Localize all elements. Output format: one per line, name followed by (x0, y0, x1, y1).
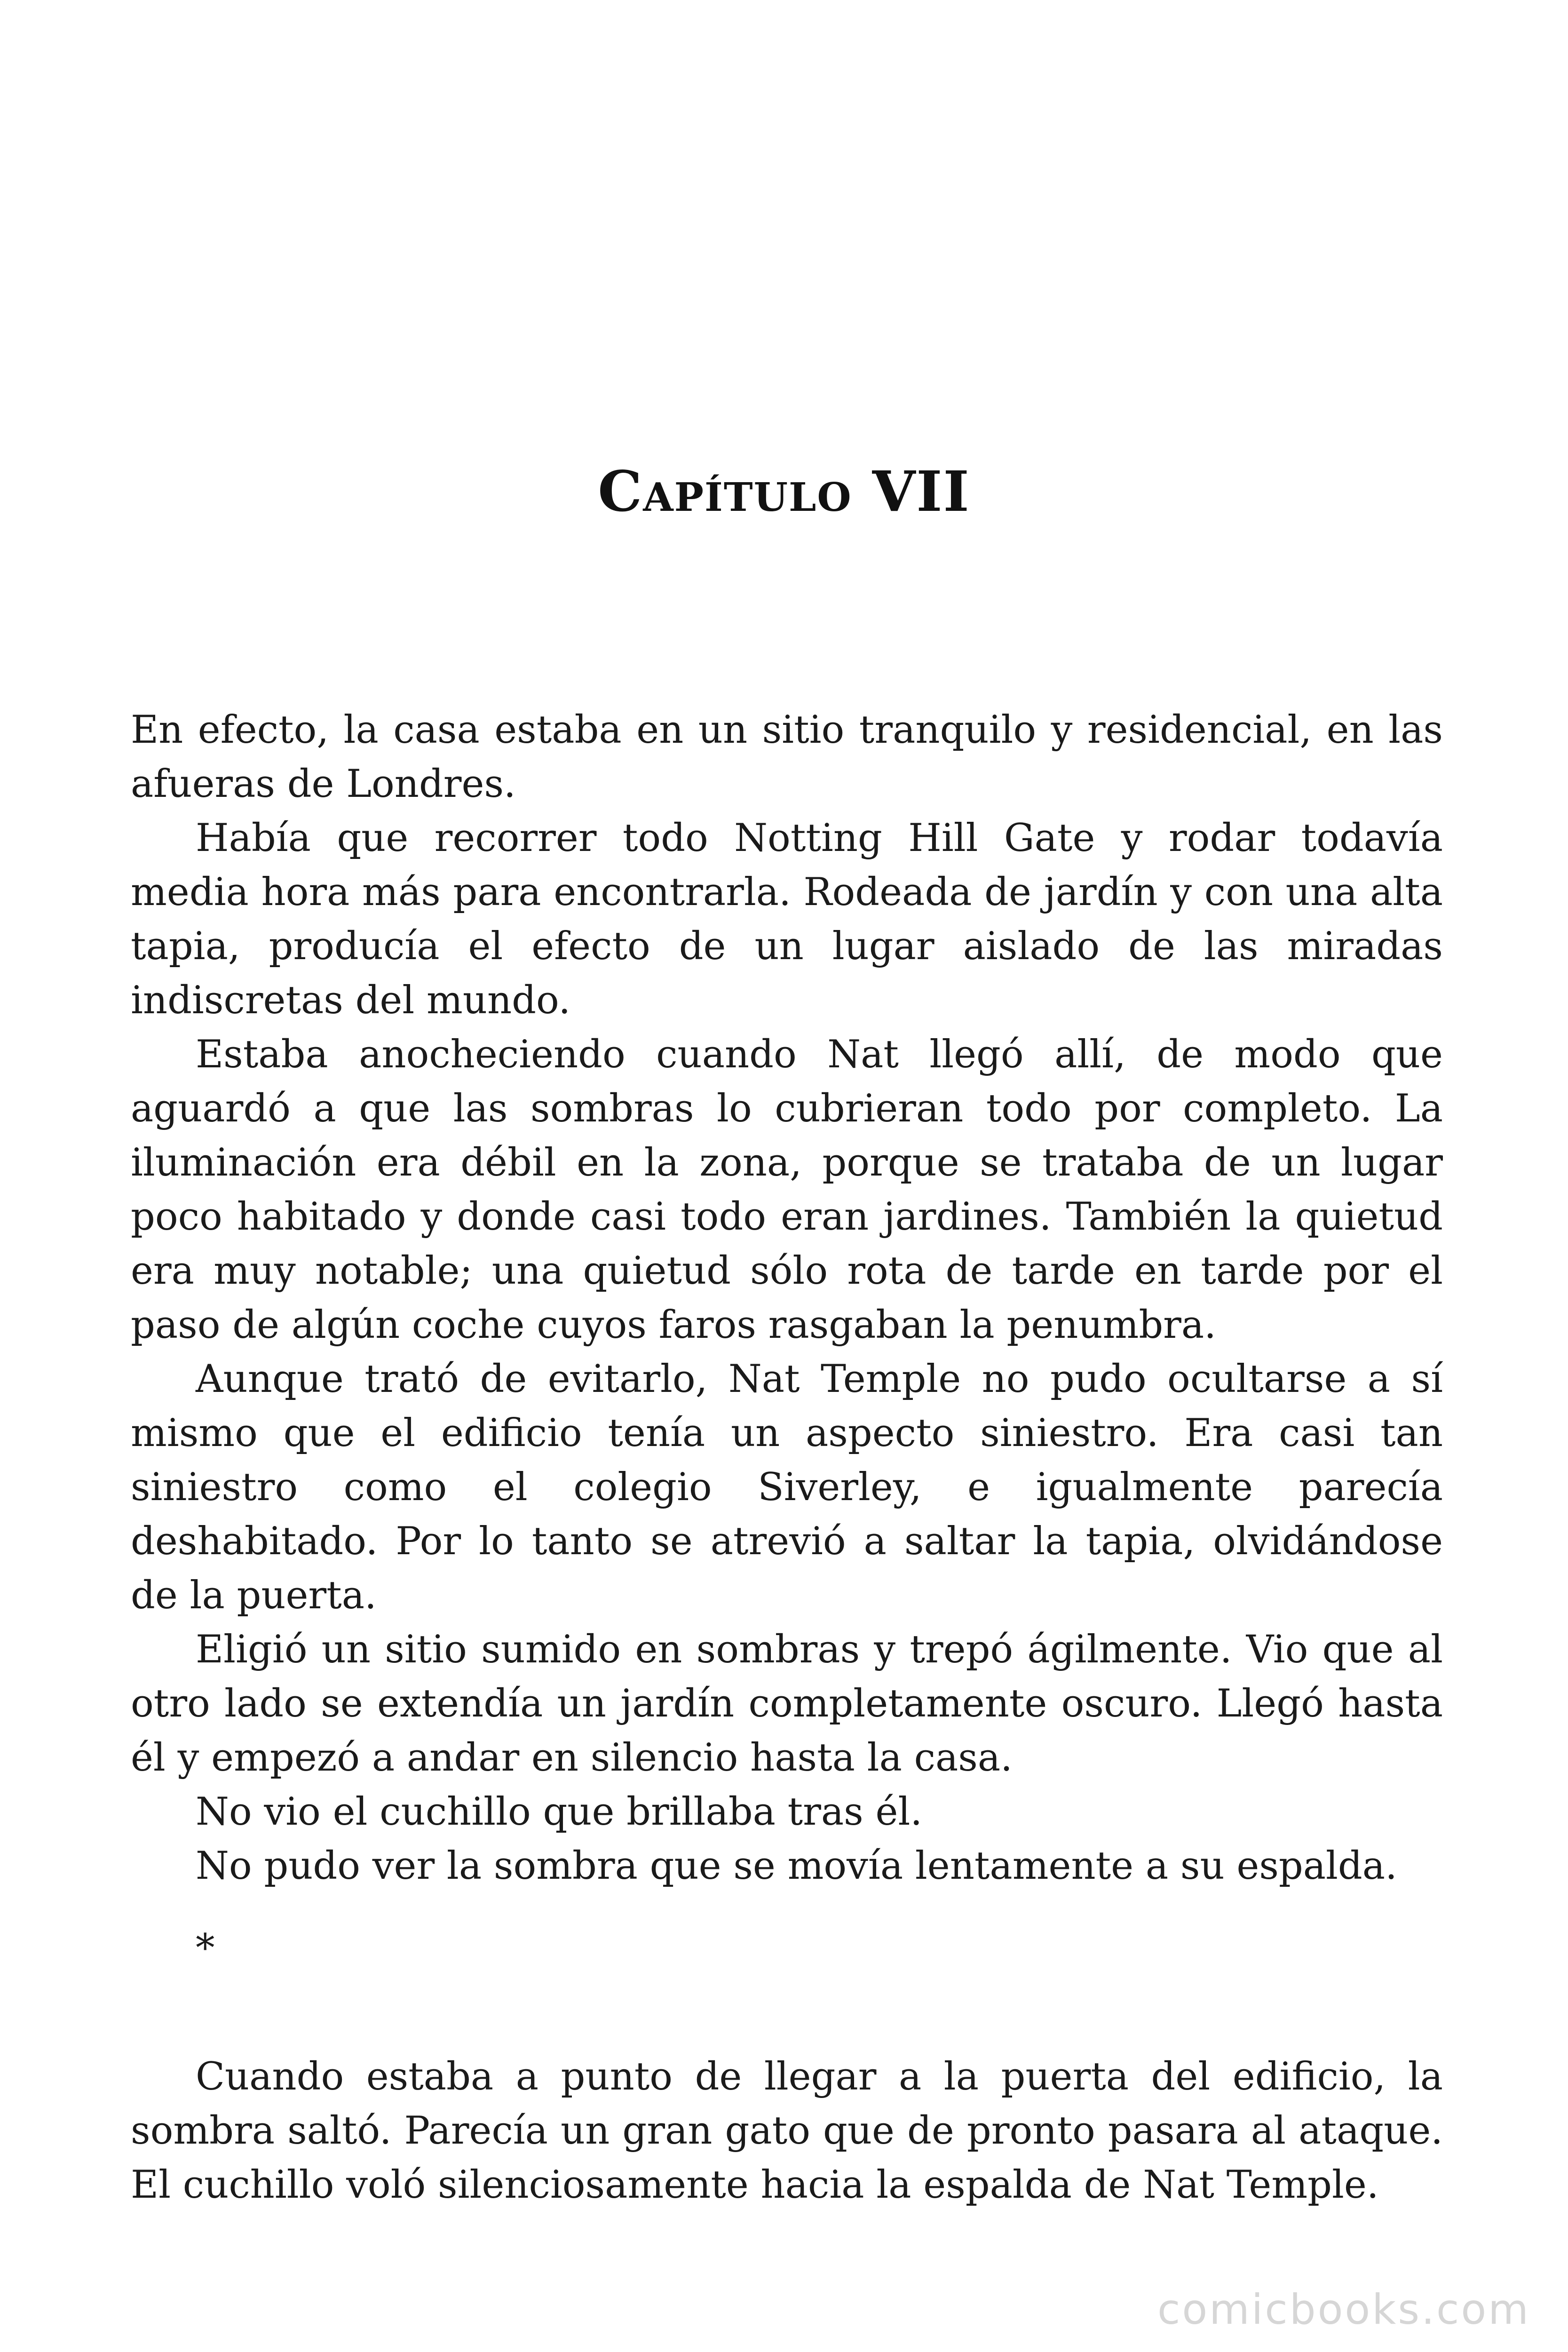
paragraph: Eligió un sitio sumido en sombras y trepó ágilmente. Vio que al otro lado se extendía un jardín completamente oscuro. Llegó hasta él y empezó a andar en silencio hasta la casa. (131, 1628, 1443, 1780)
paragraph: Había que recorrer todo Notting Hill Gate y rodar todavía media hora más para encontrarla. Rodeada de jardín y con una alta tapia, producía el efecto de un lugar aislado de las miradas indiscretas del mundo. (131, 816, 1443, 1023)
paragraph: Estaba anocheciendo cuando Nat llegó allí, de modo que aguardó a que las sombras lo cubrieran todo por completo. La iluminación era débil en la zona, porque se trataba de un lugar poco habitado y donde casi todo eran jardines. También la quietud era muy notable; una quietud sólo rota de tarde en tarde por el paso de algún coche cuyos faros rasgaban la penumbra. (131, 1033, 1443, 1347)
chapter-title: Capítulo VII (598, 459, 970, 524)
paragraph: No pudo ver la sombra que se movía lentamente a su espalda. (196, 1844, 1397, 1888)
chapter-body (131, 703, 1443, 2212)
section-separator: * (196, 1926, 215, 1971)
paragraph: No vio el cuchillo que brillaba tras él. (196, 1790, 923, 1834)
paragraph: Aunque trató de evitarlo, Nat Temple no pudo ocultarse a sí mismo que el edificio tenía un aspecto siniestro. Era casi tan siniestro como el colegio Siverley, e igualmente parecía deshabitado. Por lo tanto se atrevió a saltar la tapia, olvidándose de la puerta. (131, 1357, 1443, 1618)
paragraph: Cuando estaba a punto de llegar a la puerta del edificio, la sombra saltó. Parecía un gran gato que de pronto pasara al ataque. El cuchillo voló silenciosamente hacia la espalda de Nat Temple. (131, 2055, 1443, 2207)
paragraph: En efecto, la casa estaba en un sitio tranquilo y residencial, en las afueras de Londres. (131, 708, 1443, 806)
watermark: comicbooks.com (1157, 2285, 1530, 2334)
